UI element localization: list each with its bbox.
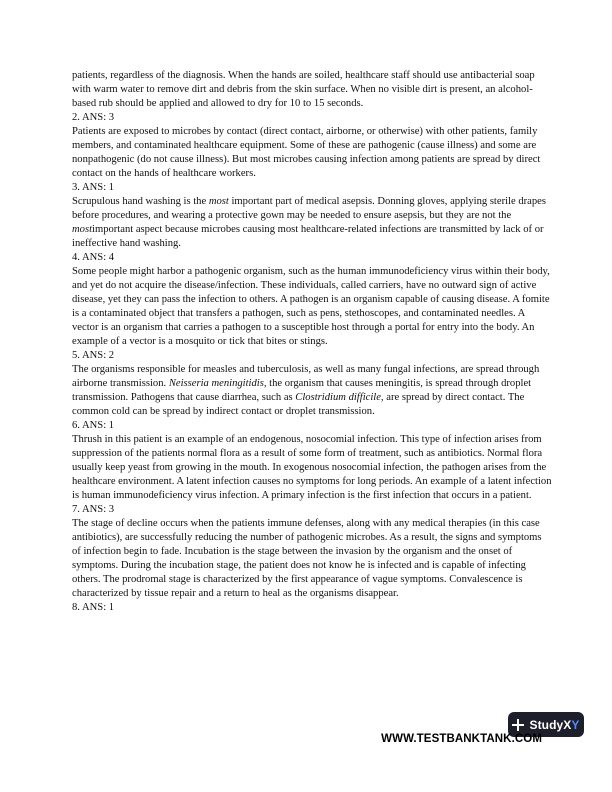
answer-heading-3: 3. ANS: 1 bbox=[72, 182, 115, 193]
answer-heading-2: 2. ANS: 3 bbox=[72, 112, 115, 123]
answer-heading-4: 4. ANS: 4 bbox=[72, 252, 115, 263]
rationale-5-emphasis-2: Clostridium difficile, bbox=[295, 392, 384, 403]
rationale-3-emphasis-2: most bbox=[72, 224, 93, 235]
rationale-5-emphasis-1: Neisseria meningitidis, bbox=[168, 378, 267, 389]
document-body bbox=[72, 69, 552, 615]
rationale-5-text-b: the organism that causes meningitis, is spread through droplet transmission. Pathogens that cause diarrhea, such as bbox=[72, 378, 532, 403]
rationale-3-text-c: important aspect because microbes causing most healthcare-related infections are transmitted by lack of or ineffective hand washing. bbox=[72, 224, 544, 249]
rationale-5-text-c: are spread by direct contact. The common cold can be spread by indirect contact or droplet transmission. bbox=[72, 392, 525, 417]
plus-icon bbox=[512, 719, 524, 731]
answer-heading-6: 6. ANS: 1 bbox=[72, 420, 115, 431]
rationale-6: Thrush in this patient is an example of an endogenous, nosocomial infection. This type of infection arises from suppression of the patients normal flora as a result of some form of treatment, such as antibiotics. Normal flora usually keep yeast from growing in the mouth. In exogenous nosocomial infection, the pathogen arises from the healthcare environment. A latent infection causes no symptoms for long periods. An example of a latent infection is human immunodeficiency virus infection. A primary infection is the first infection that occurs in a patient. bbox=[72, 434, 552, 501]
rationale-3-emphasis-1: most bbox=[208, 196, 229, 207]
rationale-5-text-a: The organisms responsible for measles and tuberculosis, as well as many fungal infections, are spread through airborne transmission. bbox=[72, 364, 540, 389]
logo-text-accent: Y bbox=[571, 717, 580, 732]
rationale-5 bbox=[72, 363, 552, 419]
rationale-3-text-b: important part of medical asepsis. Donning gloves, applying sterile drapes before procedures, and wearing a protective gown may be needed to ensure asepsis, but they are not the bbox=[72, 196, 546, 221]
logo-text-main: StudyX bbox=[529, 717, 572, 732]
answer-heading-8: 8. ANS: 1 bbox=[72, 602, 115, 613]
answer-heading-5: 5. ANS: 2 bbox=[72, 350, 115, 361]
studyx-logo-text bbox=[529, 718, 579, 732]
rationale-7: The stage of decline occurs when the patients immune defenses, along with any medical therapies (in this case antibiotics), are successfully reducing the number of pathogenic microbes. As a result, the signs and symptoms of infection begin to fade. Incubation is the stage between the invasion by the organism and the onset of symptoms. During the incubation stage, the patient does not know he is infected and is capable of infecting others. The prodromal stage is characterized by the first appearance of vague symptoms. Convalescence is characterized by tissue repair and a return to heal as the organisms disappear. bbox=[72, 518, 542, 599]
rationale-3 bbox=[72, 195, 552, 251]
rationale-4: Some people might harbor a pathogenic organism, such as the human immunodeficiency virus within their body, and yet do not acquire the disease/infection. These individuals, called carriers, have no outward sign of active disease, yet they can pass the infection to others. A pathogen is an organism capable of causing disease. A fomite is a contaminated object that transfers a pathogen, such as pens, stethoscopes, and contaminated needles. A vector is an organism that carries a pathogen to a susceptible host through a portal for entry into the body. An example of a vector is a mosquito or tick that bites or stings. bbox=[72, 266, 550, 347]
site-url-footer: WWW.TESTBANKTANK.COM bbox=[381, 733, 542, 745]
rationale-2: Patients are exposed to microbes by contact (direct contact, airborne, or otherwise) with other patients, family members, and contaminated healthcare equipment. Some of these are pathogenic (cause illness) and some are nonpathogenic (do not cause illness). But most microbes causing infection among patients are spread by direct contact on the hands of healthcare workers. bbox=[72, 126, 541, 179]
rationale-3-text-a: Scrupulous hand washing is the bbox=[72, 196, 209, 207]
paragraph-intro: patients, regardless of the diagnosis. When the hands are soiled, healthcare staff should use antibacterial soap with warm water to remove dirt and debris from the skin surface. When no visible dirt is present, an alcohol-based rub should be applied and allowed to dry for 10 to 15 seconds. bbox=[72, 70, 535, 109]
answer-heading-7: 7. ANS: 3 bbox=[72, 504, 115, 515]
